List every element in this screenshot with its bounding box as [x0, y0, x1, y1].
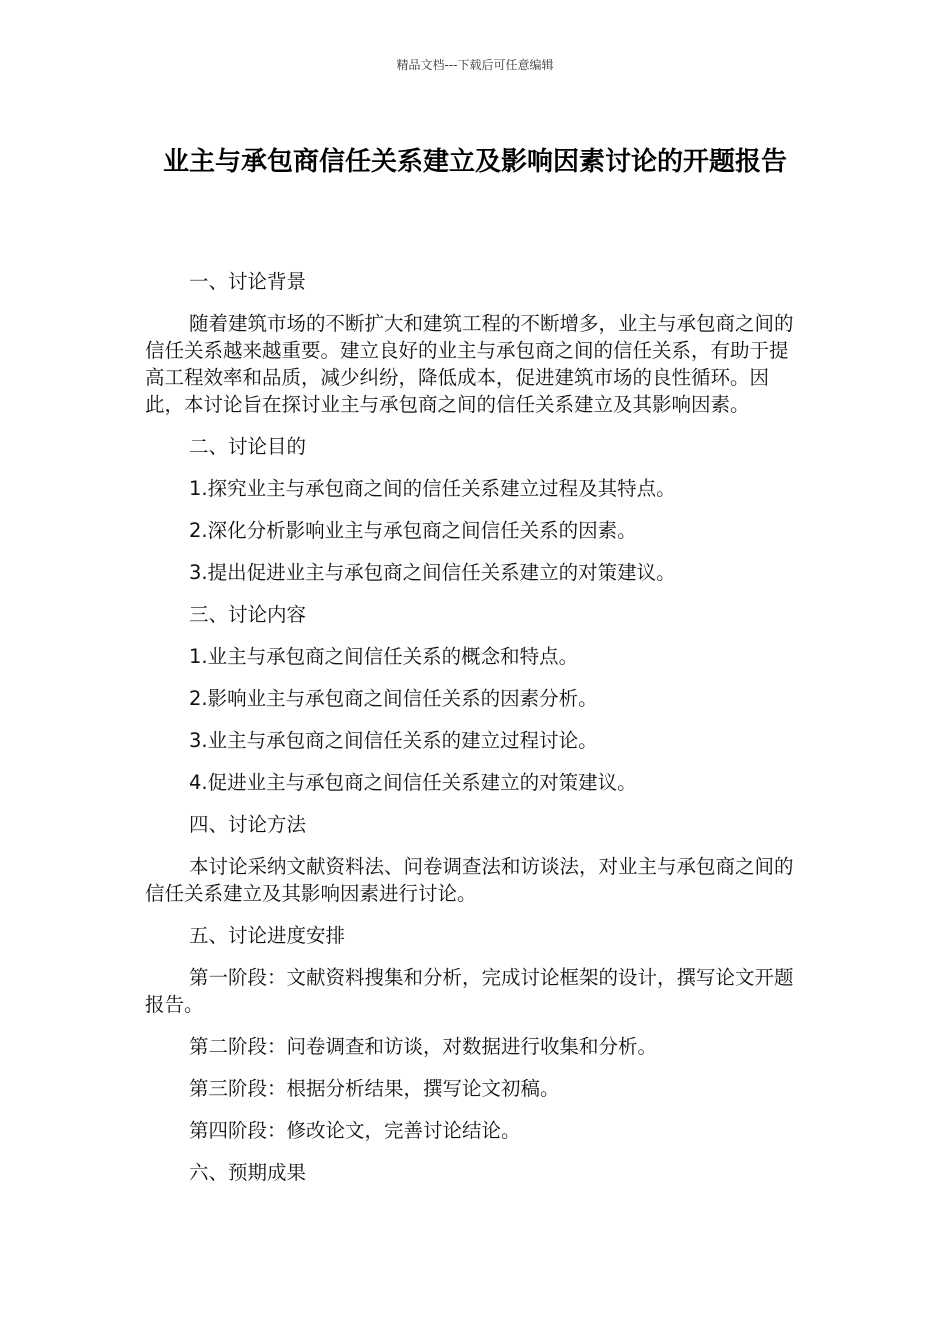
section-heading-schedule: 五、讨论进度安排 [189, 924, 346, 947]
schedule-stage-2: 第二阶段：问卷调查和访谈，对数据进行收集和分析。 [189, 1035, 658, 1058]
purpose-item-2: 2.深化分析影响业主与承包商之间信任关系的因素。 [189, 519, 637, 542]
background-paragraph: 随着建筑市场的不断扩大和建筑工程的不断增多，业主与承包商之间的信任关系越来越重要。建立良好的业主与承包商之间的信任关系，有助于提高工程效率和品质，减少纠纷，降低成本，促进建筑市场的良性循环。因此，本讨论旨在探讨业主与承包商之间的信任关系建立及其影响因素。 [145, 312, 794, 416]
purpose-item-1: 1.探究业主与承包商之间的信任关系建立过程及其特点。 [189, 477, 676, 500]
section-heading-method: 四、讨论方法 [189, 813, 307, 836]
purpose-item-3: 3.提出促进业主与承包商之间信任关系建立的对策建议。 [189, 561, 676, 584]
section-heading-purpose: 二、讨论目的 [189, 435, 307, 458]
content-item-4: 4.促进业主与承包商之间信任关系建立的对策建议。 [189, 771, 637, 794]
document-title: 业主与承包商信任关系建立及影响因素讨论的开题报告 [162, 147, 787, 177]
schedule-stage-4: 第四阶段：修改论文，完善讨论结论。 [189, 1119, 521, 1142]
section-heading-content: 三、讨论内容 [189, 603, 307, 626]
schedule-stage-1: 第一阶段：文献资料搜集和分析，完成讨论框架的设计，撰写论文开题报告。 [145, 966, 794, 1016]
content-item-1: 1.业主与承包商之间信任关系的概念和特点。 [189, 645, 579, 668]
content-item-2: 2.影响业主与承包商之间信任关系的因素分析。 [189, 687, 598, 710]
content-item-3: 3.业主与承包商之间信任关系的建立过程讨论。 [189, 729, 598, 752]
document-body [145, 268, 795, 1201]
schedule-stage-3: 第三阶段：根据分析结果，撰写论文初稿。 [189, 1077, 560, 1100]
header-note: 精品文档---下载后可任意编辑 [396, 58, 554, 72]
section-heading-background: 一、讨论背景 [189, 270, 307, 293]
section-heading-outcomes: 六、预期成果 [189, 1161, 307, 1184]
method-paragraph: 本讨论采纳文献资料法、问卷调查法和访谈法，对业主与承包商之间的信任关系建立及其影响因素进行讨论。 [145, 855, 794, 905]
